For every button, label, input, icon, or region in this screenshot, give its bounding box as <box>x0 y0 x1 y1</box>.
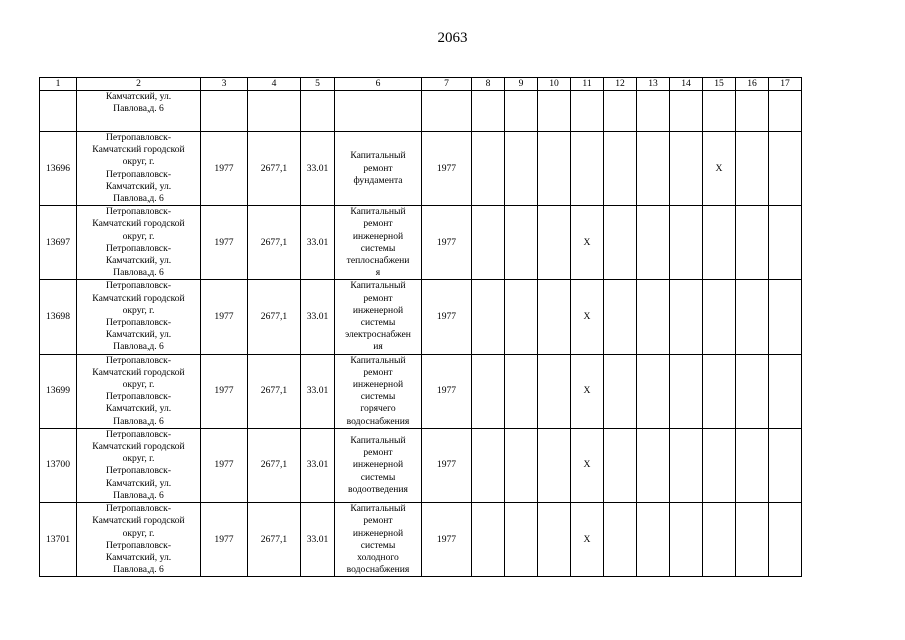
cell-mark <box>472 91 505 132</box>
work-line: Капитальный <box>350 206 406 218</box>
cell-work-type <box>335 206 422 280</box>
cell-mark <box>538 428 571 502</box>
address-line: Камчатский городской <box>92 366 185 378</box>
cell-mark <box>769 428 802 502</box>
column-number: 12 <box>604 78 637 91</box>
cell-year: 1977 <box>422 503 472 577</box>
cell-work-type <box>335 503 422 577</box>
cell-year-built: 1977 <box>201 280 248 354</box>
cell-mark <box>769 132 802 206</box>
address-line: Камчатский, ул. <box>105 329 172 341</box>
work-line: инженерной <box>352 230 404 242</box>
cell-address <box>77 428 201 502</box>
address-line: Петропавловск- <box>105 280 172 292</box>
cell-mark <box>505 91 538 132</box>
cell-mark <box>769 280 802 354</box>
cell-mark <box>637 91 670 132</box>
work-line: Капитальный <box>350 503 406 515</box>
cell-mark <box>637 132 670 206</box>
cell-area: 2677,1 <box>248 428 301 502</box>
cell-mark <box>604 503 637 577</box>
registry-table <box>39 77 802 577</box>
cell-mark <box>571 132 604 206</box>
column-number: 8 <box>472 78 505 91</box>
cell-mark <box>670 132 703 206</box>
cell-code: 33.01 <box>301 428 335 502</box>
work-line: ремонт <box>363 447 393 459</box>
cell-address <box>77 132 201 206</box>
work-line: ремонт <box>363 218 393 230</box>
cell-mark <box>736 503 769 577</box>
cell-mark <box>604 354 637 428</box>
cell-area: 2677,1 <box>248 132 301 206</box>
work-line: системы <box>360 242 396 254</box>
cell-mark <box>670 280 703 354</box>
work-line: водоотведения <box>348 483 408 495</box>
column-number: 4 <box>248 78 301 91</box>
cell-work-type <box>335 428 422 502</box>
work-line: фундамента <box>353 174 403 186</box>
cell-mark <box>538 132 571 206</box>
cell-mark <box>538 503 571 577</box>
column-number: 15 <box>703 78 736 91</box>
cell-area: 2677,1 <box>248 280 301 354</box>
column-number: 5 <box>301 78 335 91</box>
address-line: Петропавловск- <box>105 206 172 218</box>
address-line: Камчатский, ул. <box>105 477 172 489</box>
cell-mark <box>505 132 538 206</box>
table-body <box>40 91 802 577</box>
address-line: Петропавловск- <box>105 317 172 329</box>
work-line: теплоснабжени <box>346 255 410 267</box>
work-line: ремонт <box>363 292 393 304</box>
work-line: Капитальный <box>350 434 406 446</box>
cell-year <box>422 91 472 132</box>
address-line: округ, г. <box>122 453 155 465</box>
table-row <box>40 428 802 502</box>
cell-mark <box>637 354 670 428</box>
cell-mark <box>670 91 703 132</box>
address-line: округ, г. <box>122 379 155 391</box>
address-line: Камчатский, ул. <box>105 91 172 102</box>
address-line: Камчатский, ул. <box>105 255 172 267</box>
cell-mark <box>505 428 538 502</box>
cell-mark <box>505 503 538 577</box>
cell-mark <box>472 280 505 354</box>
column-number: 14 <box>670 78 703 91</box>
work-line: системы <box>360 539 396 551</box>
cell-work-type <box>335 132 422 206</box>
column-number: 10 <box>538 78 571 91</box>
address-line: Павлова,д. 6 <box>113 267 164 279</box>
cell-year: 1977 <box>422 206 472 280</box>
work-line: ремонт <box>363 162 393 174</box>
cell-year: 1977 <box>422 354 472 428</box>
cell-mark: X <box>571 503 604 577</box>
cell-mark <box>604 206 637 280</box>
address-line: Камчатский городской <box>92 218 185 230</box>
cell-mark: X <box>571 428 604 502</box>
column-number: 6 <box>335 78 422 91</box>
page-number: 2063 <box>437 30 468 46</box>
cell-work-type <box>335 280 422 354</box>
column-number: 13 <box>637 78 670 91</box>
work-line: ия <box>373 341 383 353</box>
address-line: округ, г. <box>122 230 155 242</box>
address-line: Камчатский городской <box>92 515 185 527</box>
cell-mark <box>736 354 769 428</box>
table-row <box>40 503 802 577</box>
cell-mark <box>769 354 802 428</box>
work-line: инженерной <box>352 527 404 539</box>
cell-mark <box>637 428 670 502</box>
cell-mark <box>637 280 670 354</box>
cell-mark <box>472 428 505 502</box>
address-line: Петропавловск- <box>105 428 172 440</box>
table-row <box>40 206 802 280</box>
address-line: Камчатский, ул. <box>105 180 172 192</box>
address-line: округ, г. <box>122 156 155 168</box>
cell-work-type <box>335 354 422 428</box>
cell-area: 2677,1 <box>248 354 301 428</box>
cell-mark <box>703 503 736 577</box>
work-line: водоснабжения <box>346 415 410 427</box>
cell-year: 1977 <box>422 280 472 354</box>
table-row <box>40 354 802 428</box>
cell-mark <box>670 503 703 577</box>
column-number: 17 <box>769 78 802 91</box>
address-line: Петропавловск- <box>105 503 172 515</box>
continuation-row <box>40 91 802 132</box>
cell-year-built: 1977 <box>201 206 248 280</box>
cell-mark: X <box>703 132 736 206</box>
cell-year: 1977 <box>422 132 472 206</box>
work-line: Капитальный <box>350 354 406 366</box>
address-line: Петропавловск- <box>105 391 172 403</box>
cell-code: 33.01 <box>301 280 335 354</box>
work-line: инженерной <box>352 379 404 391</box>
address-line: Петропавловск- <box>105 168 172 180</box>
cell-code <box>301 91 335 132</box>
cell-mark <box>703 206 736 280</box>
cell-mark <box>736 132 769 206</box>
cell-mark <box>703 280 736 354</box>
cell-mark <box>736 206 769 280</box>
cell-id: 13697 <box>40 206 77 280</box>
work-line: инженерной <box>352 304 404 316</box>
work-line: Капитальный <box>350 150 406 162</box>
cell-mark <box>538 354 571 428</box>
address-line: Петропавловск- <box>105 242 172 254</box>
cell-mark <box>703 428 736 502</box>
address-line: Камчатский, ул. <box>105 403 172 415</box>
address-line: Павлова,д. 6 <box>113 415 164 427</box>
cell-address <box>77 206 201 280</box>
cell-mark <box>604 280 637 354</box>
cell-mark: X <box>571 354 604 428</box>
cell-id: 13696 <box>40 132 77 206</box>
cell-mark: X <box>571 280 604 354</box>
table-row <box>40 280 802 354</box>
address-line: Павлова,д. 6 <box>113 564 164 576</box>
column-number: 7 <box>422 78 472 91</box>
cell-address <box>77 280 201 354</box>
address-line: Петропавловск- <box>105 465 172 477</box>
column-number: 3 <box>201 78 248 91</box>
cell-mark <box>769 206 802 280</box>
address-line: Павлова,д. 6 <box>113 341 164 353</box>
address-line: Камчатский городской <box>92 292 185 304</box>
work-line: я <box>375 267 381 279</box>
cell-address <box>77 91 201 132</box>
address-line: Петропавловск- <box>105 539 172 551</box>
work-line: системы <box>360 471 396 483</box>
cell-year-built: 1977 <box>201 503 248 577</box>
cell-mark <box>538 280 571 354</box>
cell-mark <box>637 206 670 280</box>
cell-mark <box>736 280 769 354</box>
work-line: электроснабжен <box>345 329 411 341</box>
cell-mark <box>604 91 637 132</box>
cell-mark <box>505 206 538 280</box>
address-line: Павлова,д. 6 <box>113 103 164 115</box>
cell-code: 33.01 <box>301 206 335 280</box>
cell-mark <box>736 91 769 132</box>
cell-mark <box>769 91 802 132</box>
work-line: системы <box>360 317 396 329</box>
work-line: холодного <box>357 551 399 563</box>
cell-mark <box>604 428 637 502</box>
cell-id: 13700 <box>40 428 77 502</box>
cell-mark <box>472 354 505 428</box>
column-number: 11 <box>571 78 604 91</box>
address-line: округ, г. <box>122 304 155 316</box>
cell-mark <box>472 132 505 206</box>
cell-mark <box>703 354 736 428</box>
address-line: Петропавловск- <box>105 354 172 366</box>
cell-work-type <box>335 91 422 132</box>
cell-year-built: 1977 <box>201 428 248 502</box>
address-line: Павлова,д. 6 <box>113 193 164 205</box>
work-line: водоснабжения <box>346 564 410 576</box>
work-line: Капитальный <box>350 280 406 292</box>
cell-mark: X <box>571 206 604 280</box>
cell-mark <box>703 91 736 132</box>
cell-id <box>40 91 77 132</box>
cell-id: 13698 <box>40 280 77 354</box>
cell-id: 13699 <box>40 354 77 428</box>
table-row <box>40 132 802 206</box>
cell-year-built: 1977 <box>201 132 248 206</box>
cell-year-built <box>201 91 248 132</box>
cell-area: 2677,1 <box>248 206 301 280</box>
work-line: ремонт <box>363 515 393 527</box>
address-line: округ, г. <box>122 527 155 539</box>
cell-area <box>248 91 301 132</box>
address-line: Камчатский, ул. <box>105 551 172 563</box>
cell-mark <box>571 91 604 132</box>
cell-mark <box>637 503 670 577</box>
cell-mark <box>472 206 505 280</box>
cell-mark <box>670 428 703 502</box>
cell-mark <box>538 206 571 280</box>
work-line: инженерной <box>352 459 404 471</box>
cell-code: 33.01 <box>301 132 335 206</box>
column-number: 16 <box>736 78 769 91</box>
cell-mark <box>505 280 538 354</box>
cell-mark <box>769 503 802 577</box>
work-line: системы <box>360 391 396 403</box>
cell-mark <box>538 91 571 132</box>
cell-address <box>77 354 201 428</box>
cell-year-built: 1977 <box>201 354 248 428</box>
cell-code: 33.01 <box>301 354 335 428</box>
cell-address <box>77 503 201 577</box>
work-line: ремонт <box>363 366 393 378</box>
address-line: Павлова,д. 6 <box>113 489 164 501</box>
address-line: Камчатский городской <box>92 441 185 453</box>
table-header <box>40 78 802 91</box>
cell-id: 13701 <box>40 503 77 577</box>
cell-mark <box>472 503 505 577</box>
cell-mark <box>604 132 637 206</box>
cell-mark <box>670 354 703 428</box>
cell-area: 2677,1 <box>248 503 301 577</box>
column-number: 9 <box>505 78 538 91</box>
cell-code: 33.01 <box>301 503 335 577</box>
work-line: горячего <box>360 403 396 415</box>
address-line: Камчатский городской <box>92 144 185 156</box>
column-number-row <box>40 78 802 91</box>
cell-mark <box>736 428 769 502</box>
column-number: 1 <box>40 78 77 91</box>
cell-mark <box>505 354 538 428</box>
column-number: 2 <box>77 78 201 91</box>
cell-year: 1977 <box>422 428 472 502</box>
cell-mark <box>670 206 703 280</box>
address-line: Петропавловск- <box>105 132 172 143</box>
